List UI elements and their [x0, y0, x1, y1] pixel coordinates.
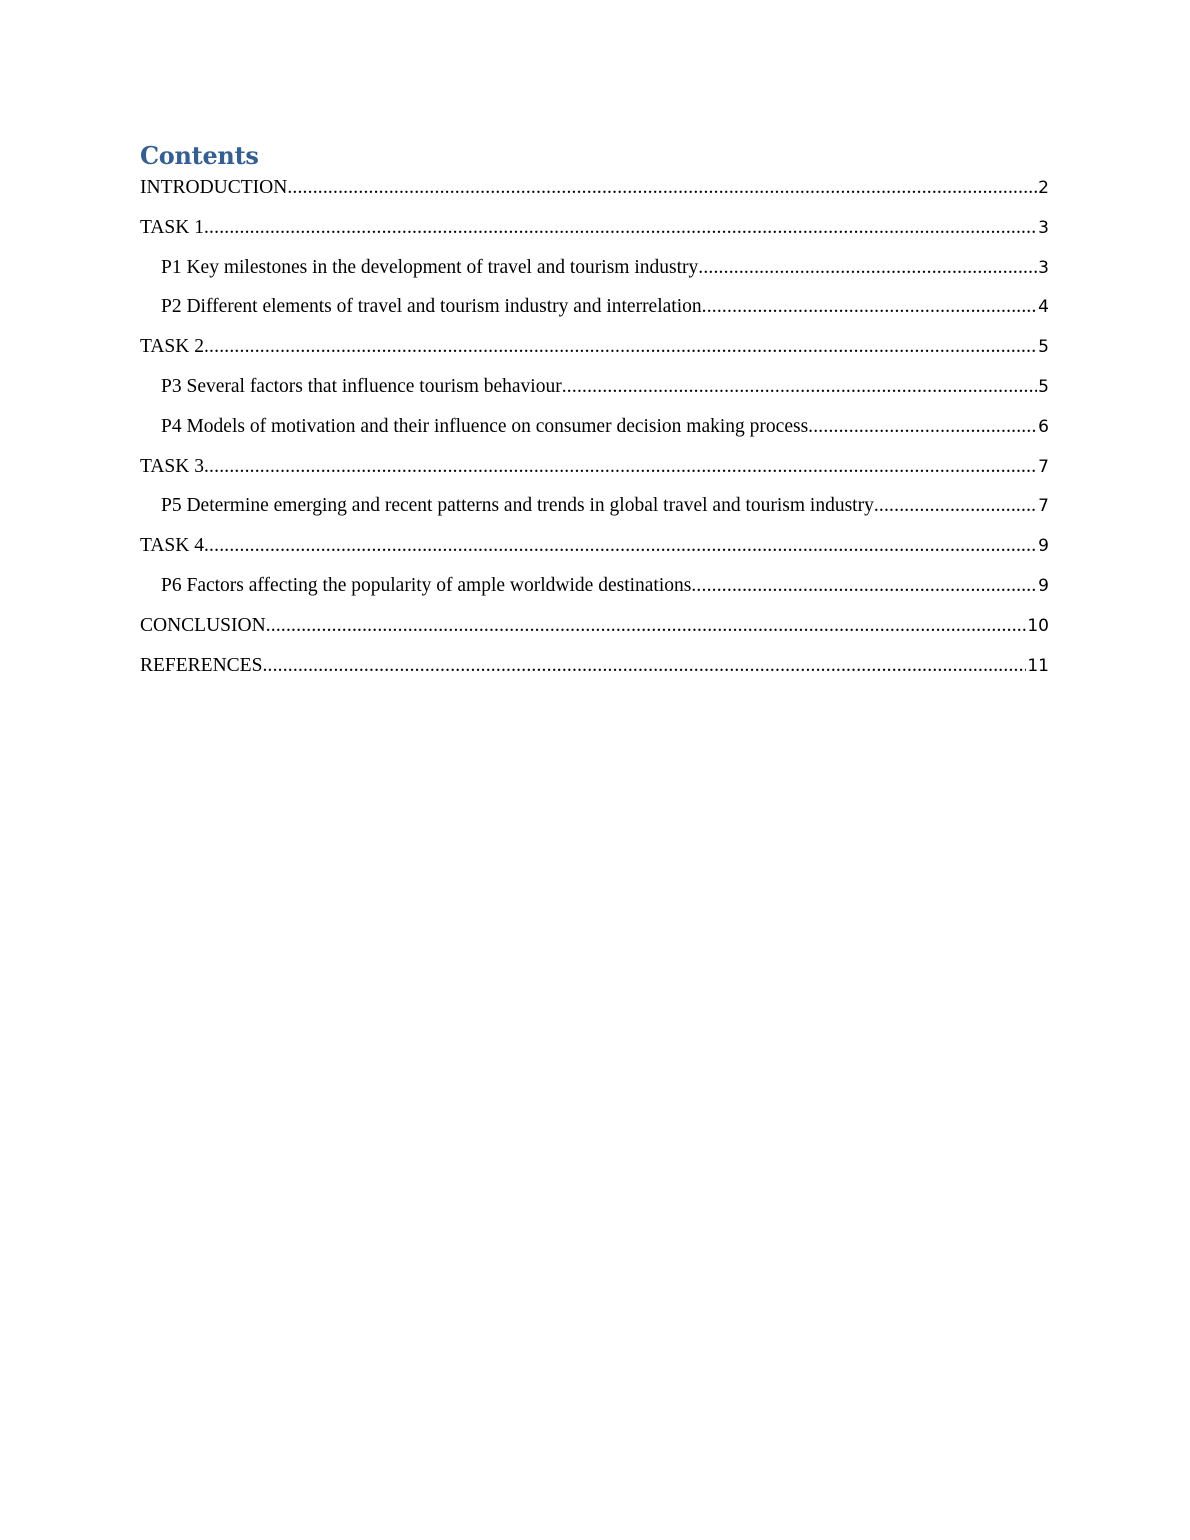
toc-entry-references[interactable] [140, 652, 1049, 692]
toc-entry-page-number: 6 [1038, 416, 1049, 437]
toc-entry-page-number: 2 [1038, 178, 1049, 198]
toc-entry-p5[interactable] [140, 492, 1049, 532]
toc-entry-task-3[interactable] [140, 453, 1049, 493]
toc-entry-title: REFERENCES [140, 654, 263, 676]
toc-dot-leader [562, 373, 1037, 401]
toc-entry-page-number: 11 [1027, 655, 1049, 676]
toc-entry-page-number: 7 [1038, 496, 1049, 517]
toc-entry-page-number: 5 [1038, 376, 1049, 397]
toc-entry-title: P4 Models of motivation and their influence on consumer decision making process [161, 415, 809, 437]
toc-entry-title: P1 Key milestones in the development of travel and tourism industry [161, 256, 699, 278]
toc-entry-conclusion[interactable] [140, 612, 1049, 652]
toc-entry-page-number: 9 [1038, 536, 1049, 557]
toc-entry-title: CONCLUSION [140, 614, 266, 636]
toc-entry-title: TASK 2 [140, 336, 204, 358]
toc-dot-leader [874, 492, 1037, 520]
toc-entry-page-number: 3 [1038, 217, 1049, 238]
toc-dot-leader [204, 333, 1037, 361]
toc-entry-task-4[interactable] [140, 532, 1049, 572]
toc-entry-title: TASK 1 [140, 216, 204, 238]
toc-dot-leader [262, 652, 1026, 680]
toc-dot-leader [204, 214, 1037, 242]
toc-entry-page-number: 7 [1038, 456, 1049, 477]
toc-entry-title: P3 Several factors that influence tourism behaviour [161, 375, 562, 397]
toc-entry-page-number: 9 [1038, 575, 1049, 596]
toc-dot-leader [698, 254, 1037, 282]
toc-entry-title: TASK 4 [140, 535, 204, 557]
table-of-contents [140, 138, 1049, 691]
toc-dot-leader [287, 174, 1037, 202]
toc-entry-page-number: 4 [1038, 297, 1049, 318]
toc-entry-task-2[interactable] [140, 333, 1049, 373]
toc-dot-leader [266, 612, 1027, 640]
toc-entry-list [140, 174, 1049, 691]
toc-entry-introduction[interactable] [140, 174, 1049, 214]
toc-entry-title: P6 Factors affecting the popularity of ample worldwide destinations [161, 574, 692, 596]
toc-dot-leader [204, 453, 1037, 481]
toc-dot-leader [702, 293, 1038, 321]
toc-entry-title: P5 Determine emerging and recent patterns and trends in global travel and tourism industry [161, 495, 874, 517]
toc-dot-leader [204, 532, 1037, 560]
toc-entry-title: TASK 3 [140, 455, 204, 477]
toc-entry-p3[interactable] [140, 373, 1049, 413]
toc-entry-page-number: 10 [1027, 615, 1049, 636]
toc-entry-page-number: 5 [1038, 337, 1049, 358]
toc-dot-leader [808, 413, 1037, 441]
toc-dot-leader [691, 572, 1037, 600]
toc-entry-p1[interactable] [140, 254, 1049, 294]
toc-entry-page-number: 3 [1038, 257, 1049, 278]
toc-entry-p4[interactable] [140, 413, 1049, 453]
toc-entry-task-1[interactable] [140, 214, 1049, 254]
toc-heading: Contents [140, 141, 259, 170]
toc-entry-p2[interactable] [140, 293, 1049, 333]
toc-entry-title: INTRODUCTION [140, 177, 288, 198]
toc-entry-title: P2 Different elements of travel and tourism industry and interrelation [161, 296, 702, 318]
toc-entry-p6[interactable] [140, 572, 1049, 612]
